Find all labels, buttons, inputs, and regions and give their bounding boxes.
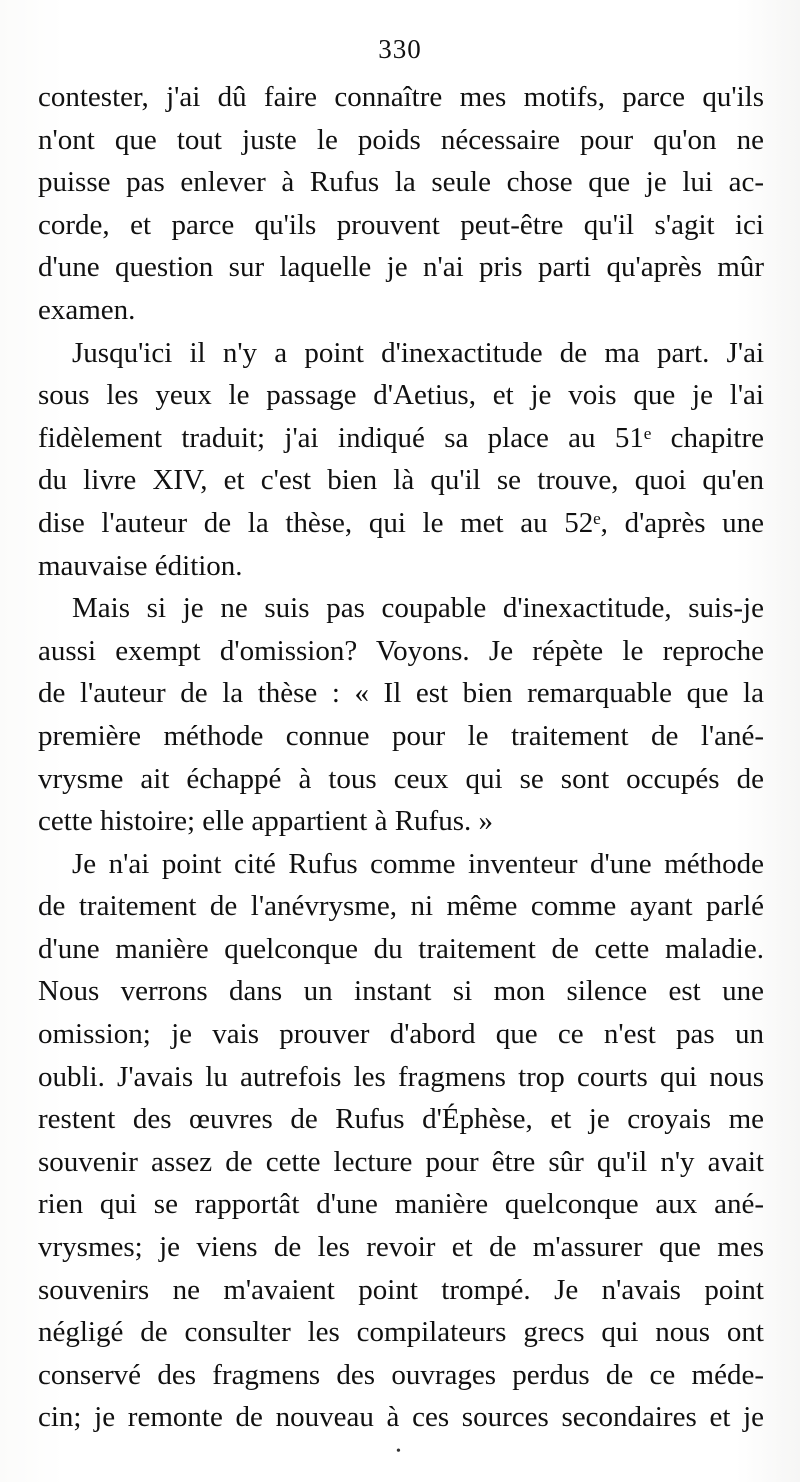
- text-line: du livre XIV, et c'est bien là qu'il se trouve, quoi qu'en: [38, 464, 764, 497]
- text-line: cin; je remonte de nouveau à ces sources secondaires et je: [38, 1401, 764, 1434]
- text-line: vrysme ait échappé à tous ceux qui se sont occupés de: [38, 762, 764, 795]
- text-line: conservé des fragmens des ouvrages perdus de ce méde-: [38, 1358, 764, 1391]
- paragraph-start-line: Jusqu'ici il n'y a point d'inexactitude de ma part. J'ai: [72, 336, 764, 369]
- printer-mark: •: [396, 1444, 401, 1459]
- text-line: d'une question sur laquelle je n'ai pris parti qu'après mûr: [38, 251, 764, 284]
- paragraph-start-line: Je n'ai point cité Rufus comme inventeur d'une méthode: [72, 847, 764, 880]
- text-line: souvenir assez de cette lecture pour être sûr qu'il n'y avait: [38, 1145, 764, 1178]
- text-line: première méthode connue pour le traitement de l'ané-: [38, 719, 764, 752]
- text-line: contester, j'ai dû faire connaître mes motifs, parce qu'ils: [38, 81, 764, 113]
- text-line: de l'auteur de la thèse : « Il est bien remarquable que la: [38, 677, 764, 710]
- text-line: sous les yeux le passage d'Aetius, et je vois que je l'ai: [38, 379, 764, 412]
- text-line: négligé de consulter les compilateurs grecs qui nous ont: [38, 1316, 764, 1349]
- text-line: Nous verrons dans un instant si mon silence est une: [38, 975, 764, 1008]
- text-line: oubli. J'avais lu autrefois les fragmens trop courts qui nous: [38, 1060, 764, 1093]
- paragraph-start-line: Mais si je ne suis pas coupable d'inexactitude, suis-je: [72, 592, 764, 625]
- text-line: dise l'auteur de la thèse, qui le met au 52ᵉ, d'après une: [38, 506, 764, 539]
- text-line: rien qui se rapportât d'une manière quelconque aux ané-: [38, 1188, 764, 1221]
- text-line: vrysmes; je viens de les revoir et de m'assurer que mes: [38, 1231, 764, 1264]
- text-line: souvenirs ne m'avaient point trompé. Je n'avais point: [38, 1273, 764, 1306]
- text-line: restent des œuvres de Rufus d'Éphèse, et je croyais me: [38, 1103, 764, 1136]
- text-line: puisse pas enlever à Rufus la seule chose que je lui ac-: [38, 166, 764, 199]
- text-line: corde, et parce qu'ils prouvent peut-être qu'il s'agit ici: [38, 208, 764, 241]
- text-line: omission; je vais prouver d'abord que ce n'est pas un: [38, 1018, 764, 1051]
- text-line: d'une manière quelconque du traitement de cette maladie.: [38, 932, 764, 965]
- page-body-text: [38, 76, 764, 1439]
- page-number: 330: [378, 34, 422, 64]
- paragraph-end-line: mauvaise édition.: [38, 549, 243, 582]
- text-line: n'ont que tout juste le poids nécessaire pour qu'on ne: [38, 123, 764, 156]
- text-line: aussi exempt d'omission? Voyons. Je répète le reproche: [38, 634, 764, 667]
- paragraph-end-line: examen.: [38, 293, 136, 326]
- paragraph-end-line: cette histoire; elle appartient à Rufus. »: [38, 805, 493, 838]
- text-line: de traitement de l'anévrysme, ni même comme ayant parlé: [38, 890, 764, 923]
- text-line: fidèlement traduit; j'ai indiqué sa place au 51ᵉ chapitre: [38, 421, 764, 454]
